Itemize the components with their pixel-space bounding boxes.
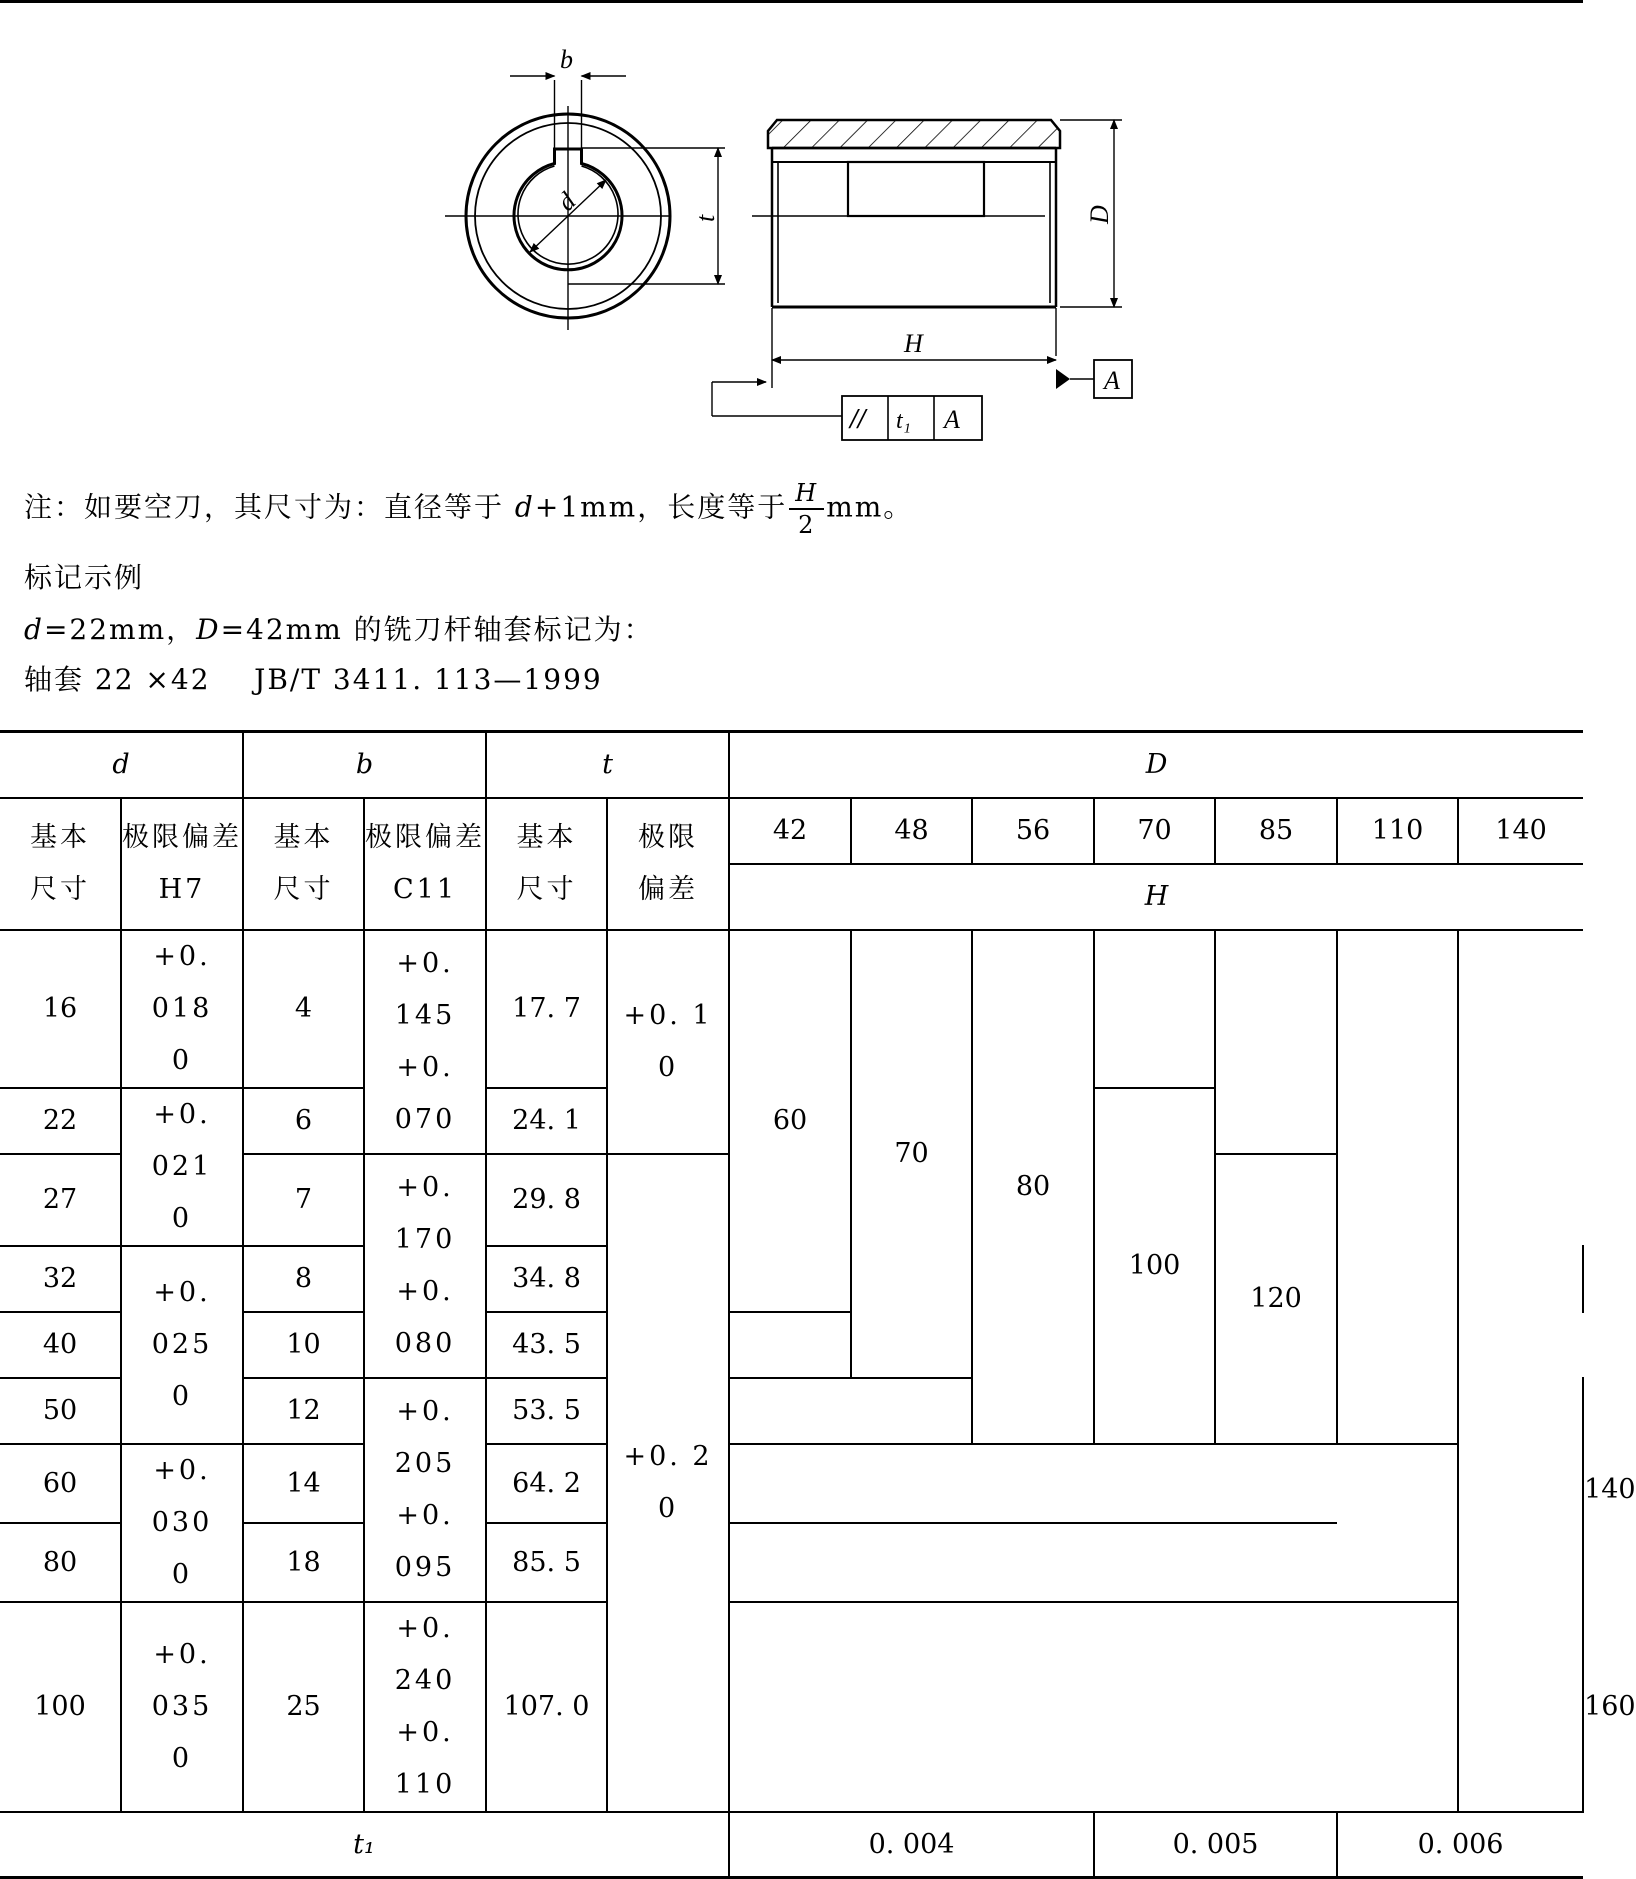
d-value: 16	[0, 930, 121, 1088]
H-empty	[729, 1602, 1458, 1812]
D-85: 85	[1215, 798, 1337, 864]
section-view	[712, 120, 1132, 440]
note-text-3: mm。	[826, 490, 914, 524]
h7-deviation: +0. 030 0	[121, 1444, 243, 1602]
H-D85: 120	[1215, 1154, 1337, 1444]
t1-row	[0, 1812, 1583, 1878]
b-value: 12	[243, 1378, 364, 1444]
note-text-2: +1mm，长度等于	[534, 490, 788, 524]
marking-D-symbol: D	[196, 613, 221, 646]
table-row: 100 +0. 035 0 25 +0. 240 +0. 110 107. 0 160	[0, 1602, 1583, 1812]
h7-deviation: +0. 018 0	[121, 930, 243, 1088]
group-header-row	[0, 732, 1583, 798]
c11-deviation: +0. 145 +0. 070	[364, 930, 486, 1154]
dim-D-label: D	[1085, 205, 1114, 224]
t-value: 107. 0	[486, 1602, 607, 1812]
b-value: 25	[243, 1602, 364, 1812]
d-value: 80	[0, 1523, 121, 1602]
b-value: 18	[243, 1523, 364, 1602]
fraction-numerator: H	[789, 478, 824, 510]
t-deviation-header: 极限 偏差	[607, 798, 729, 930]
c11-deviation: +0. 205 +0. 095	[364, 1378, 486, 1602]
dim-H-label: H	[904, 329, 923, 358]
b-value: 6	[243, 1088, 364, 1154]
t1-label: t₁	[0, 1812, 729, 1878]
t-value: 43. 5	[486, 1312, 607, 1378]
b-value: 7	[243, 1154, 364, 1246]
h7-deviation: +0. 025 0	[121, 1246, 243, 1444]
t-value: 24. 1	[486, 1088, 607, 1154]
marking-line-2: 轴套 22 ×42 JB/T 3411. 113—1999	[24, 663, 603, 696]
dim-d-label: d	[551, 186, 582, 217]
dim-b-label: b	[560, 45, 573, 74]
d-value: 100	[0, 1602, 121, 1812]
marking-line-1	[24, 608, 654, 648]
tolerance-datum: A	[944, 405, 960, 434]
relief-note	[24, 478, 913, 540]
H-empty	[1094, 930, 1215, 1088]
t-value: 85. 5	[486, 1523, 607, 1602]
datum-A-label: A	[1104, 366, 1120, 395]
note-d-symbol: d	[514, 490, 535, 524]
D-48: 48	[851, 798, 972, 864]
c11-deviation: +0. 170 +0. 080	[364, 1154, 486, 1378]
dim-t-label: t	[691, 214, 720, 222]
dimension-table	[0, 730, 1636, 1879]
sub-header-row	[0, 798, 1583, 864]
t1-value: 0. 005	[1094, 1812, 1337, 1878]
H-D42: 60	[729, 930, 851, 1312]
end-view	[445, 76, 725, 330]
table-row	[0, 1444, 1583, 1523]
fraction-denominator: 2	[798, 511, 816, 539]
b-deviation-header: 极限偏差 C11	[364, 798, 486, 930]
H-empty	[729, 1312, 972, 1378]
d-basic-header: 基本 尺寸	[0, 798, 121, 930]
H-empty	[1337, 930, 1458, 1444]
b-basic-header: 基本 尺寸	[243, 798, 364, 930]
t1-value: 0. 006	[1337, 1812, 1583, 1878]
t-deviation: +0. 2 0	[607, 1154, 729, 1812]
H-header: H	[729, 864, 1583, 930]
tolerance-value: t₁	[896, 408, 912, 434]
D-70: 70	[1094, 798, 1215, 864]
D-110: 110	[1337, 798, 1458, 864]
b-value: 8	[243, 1246, 364, 1312]
t1-value: 0. 004	[729, 1812, 1094, 1878]
header-b: b	[243, 732, 486, 798]
header-t: t	[486, 732, 729, 798]
marking-d-symbol: d	[24, 613, 44, 646]
H-D48: 70	[851, 930, 972, 1378]
d-value: 40	[0, 1312, 121, 1378]
d-value: 22	[0, 1088, 121, 1154]
H-empty	[1458, 930, 1583, 1812]
note-fraction	[789, 478, 824, 540]
header-d: d	[0, 732, 243, 798]
H-D70: 100	[1094, 1088, 1215, 1444]
marking-heading: 标记示例	[24, 561, 145, 594]
bushing-drawing	[440, 38, 1140, 448]
c11-deviation: +0. 240 +0. 110	[364, 1602, 486, 1812]
t-basic-header: 基本 尺寸	[486, 798, 607, 930]
t-value: 29. 8	[486, 1154, 607, 1246]
marking-text-a: =22mm，	[43, 613, 197, 646]
d-value: 50	[0, 1378, 121, 1444]
marking-text-b: =42mm 的铣刀杆轴套标记为：	[220, 613, 654, 646]
H-empty	[729, 1523, 1337, 1602]
d-deviation-header: 极限偏差 H7	[121, 798, 243, 930]
b-value: 14	[243, 1444, 364, 1523]
note-text-1: 注：如要空刀，其尺寸为：直径等于	[24, 490, 505, 524]
table-row: 50 12 +0. 205 +0. 095 53. 5 140	[0, 1378, 1583, 1444]
d-value: 60	[0, 1444, 121, 1523]
top-rule	[0, 0, 1583, 3]
H-empty	[1215, 930, 1337, 1154]
header-D: D	[729, 732, 1583, 798]
t-deviation: +0. 1 0	[607, 930, 729, 1154]
t-value: 34. 8	[486, 1246, 607, 1312]
b-value: 4	[243, 930, 364, 1088]
t-value: 17. 7	[486, 930, 607, 1088]
D-140: 140	[1458, 798, 1583, 864]
parallelism-symbol: //	[850, 404, 866, 435]
t-value: 53. 5	[486, 1378, 607, 1444]
H-empty	[729, 1378, 1094, 1444]
t-value: 64. 2	[486, 1444, 607, 1523]
d-value: 32	[0, 1246, 121, 1312]
table-row	[0, 930, 1583, 1088]
b-value: 10	[243, 1312, 364, 1378]
h7-deviation: +0. 035 0	[121, 1602, 243, 1812]
H-D56: 80	[972, 930, 1094, 1444]
D-56: 56	[972, 798, 1094, 864]
h7-deviation: +0. 021 0	[121, 1088, 243, 1246]
d-value: 27	[0, 1154, 121, 1246]
D-42: 42	[729, 798, 851, 864]
H-empty	[729, 1444, 1337, 1523]
